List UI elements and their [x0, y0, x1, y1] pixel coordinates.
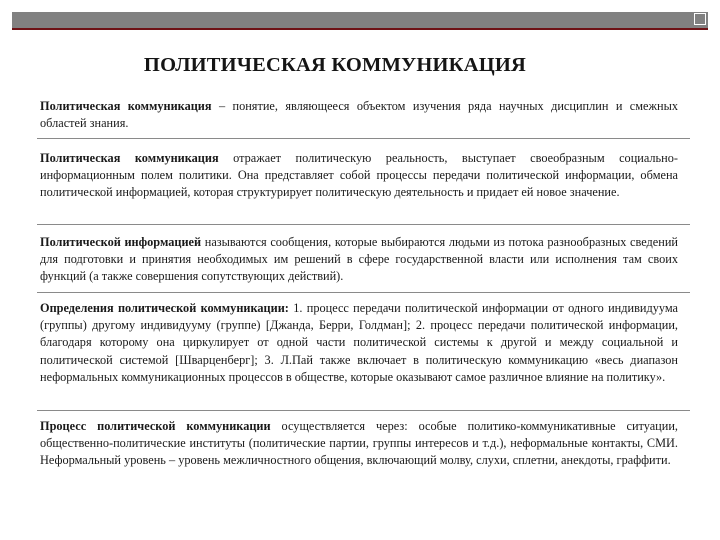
paragraph-5-text: осуществляется через: особые политико-коммуникативные ситуации, общественно-политические институты (политические партии, группы интересов и т.д.), неформальные контакты, СМИ. Неформальный уровень – уровень межличностного общения, включающий молву, слухи, сплетни, анекдоты, граффити. [40, 419, 678, 468]
header-accent-line [12, 28, 708, 30]
divider-2 [37, 224, 690, 225]
paragraph-3-text: называются сообщения, которые выбираются людьми из потока разнообразных сведений для подготовки и принятия необходимых им решений в сфере государственной власти или исполнения там своих функций (а также совершения сопутствующих действий). [40, 235, 678, 284]
paragraph-1 [40, 98, 678, 132]
paragraph-3 [40, 234, 678, 286]
paragraph-2-text: отражает политическую реальность, выступает своеобразным социально-информационным полем политики. Она представляет собой процессы передачи политической информации, обмена политической информацией, которая структурирует политическую деятельность и придает ей новое значение. [40, 151, 678, 200]
paragraph-4-lead: Определения политической коммуникации: [40, 301, 289, 315]
header-bar [12, 12, 708, 28]
divider-3 [37, 292, 690, 293]
paragraph-4-text: 1. процесс передачи политической информации от одного индивидуума (группы) другому индивидууму (группе) [Джанда, Берри, Голдман]; 2. процесс передачи политической информации, благодаря которому она циркулирует от одной части политической системы к другой и между социальной и политической системой [Шварценберг]; 3. Л.Пай также включает в политическую коммуникацию «весь диапазон неформальных коммуникационных процессов в обществе, которые оказывают самое различное влияние на политику». [40, 301, 679, 384]
paragraph-1-lead: Политическая коммуникация [40, 99, 212, 113]
paragraph-5-lead: Процесс политической коммуникации [40, 419, 271, 433]
page-title: ПОЛИТИЧЕСКАЯ КОММУНИКАЦИЯ [143, 54, 527, 76]
divider-1 [37, 138, 690, 139]
paragraph-2-lead: Политическая коммуникация [40, 151, 219, 165]
paragraph-4 [40, 300, 678, 386]
paragraph-1-text: – понятие, являющееся объектом изучения ряда научных дисциплин и смежных областей знания. [40, 99, 678, 131]
divider-4 [37, 410, 690, 411]
paragraph-3-lead: Политической информацией [40, 235, 202, 249]
paragraph-5 [40, 418, 678, 470]
paragraph-2 [40, 150, 678, 202]
corner-square-icon [694, 13, 706, 25]
